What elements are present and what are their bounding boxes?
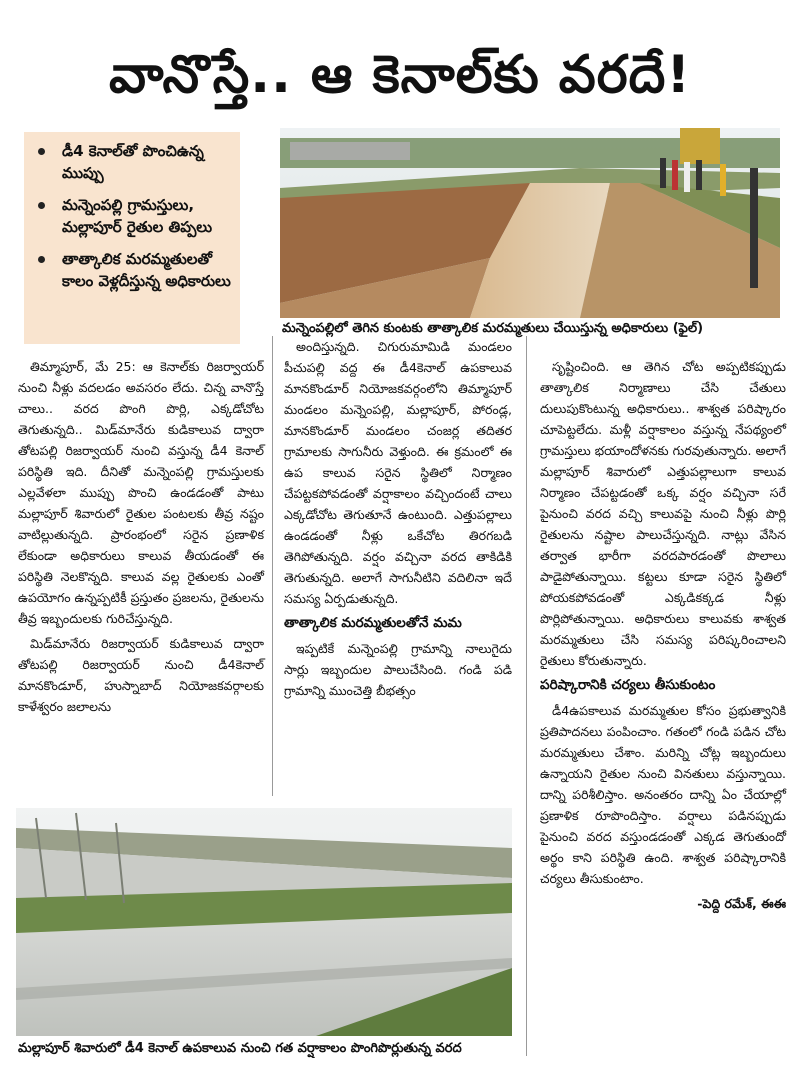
paragraph: మిడ్‌మానేరు రిజర్వాయర్ కుడికాలువ ద్వారా తోటపల్లి రిజర్వాయర్ నుంచి డీ4కెనాల్ మానకొండూర్, హుస్నాబాద్ నియోజకవర్గాలకు కాళేశ్వరం జలాలను xyxy=(18,636,264,714)
canal-repair-illustration xyxy=(280,128,780,318)
column-divider xyxy=(272,336,273,796)
bullet-icon xyxy=(38,256,45,263)
article-column-1 xyxy=(18,356,264,796)
paragraph: డీ4ఉపకాలువ మరమ్మతుల కోసం ప్రభుత్వానికి ప్రతిపాదనలు పంపించాం. గతంలో గండి పడిన చోట మరమ్మతులు చేశాం. మరిన్ని చోట్ల ఇబ్బందులు ఉన్నాయని రైతుల నుంచి వినతులు వస్తున్నాయి. దాన్ని పరిశీలిస్తాం. అనంతరం దాన్ని ఏం చేయాల్లో ప్రణాళిక రూపొందిస్తాం. వర్షాలు పడినప్పుడు పైనుంచి వరద వస్తుండడంతో ఎక్కడ తెగుతుందో అర్థం కాని పరిస్థితి ఉంది. శాశ్వత పరిష్కారానికి చర్యలు తీసుకుంటాం. xyxy=(540,703,786,886)
paragraph: ఇప్పటికే మన్నెంపల్లి గ్రామాన్ని నాలుగైదు సార్లు ఇబ్బందుల పాలుచేసింది. గండి పడి గ్రామాన్ని ముంచెత్తి బీభత్సం xyxy=(284,641,512,698)
highlight-item: తాత్కాలిక మరమ్మతులతో కాలం వెళ్లదీస్తున్న అధికారులు xyxy=(34,248,232,292)
subheading: తాత్కాలిక మరమ్మతులతోనే మమ xyxy=(284,615,462,631)
article-column-3 xyxy=(540,356,786,1056)
byline: -పెద్ది రమేశ్, ఈఈ xyxy=(697,896,786,911)
subheading: పరిష్కారానికి చర్యలు తీసుకుంటం xyxy=(540,677,716,693)
flooding-canal-illustration xyxy=(16,808,512,1036)
photo1-caption: మన్నెంపల్లిలో తెగిన కుంటకు తాత్కాలిక మరమ్మతులు చేయిస్తున్న అధికారులు (ఫైల్) xyxy=(282,321,704,336)
photo2-caption: మల్లాపూర్ శివారులో డీ4 కెనాల్ ఉపకాలువ నుంచి గత వర్షాకాలం పొంగిపొర్లుతున్న వరద xyxy=(18,1041,462,1056)
flooding-canal-photo xyxy=(16,808,512,1036)
highlight-item: మన్నెంపల్లి గ్రామస్తులు, మల్లాపూర్ రైతుల తిప్పలు xyxy=(34,194,232,238)
bullet-icon xyxy=(38,148,45,155)
article-column-2 xyxy=(284,336,512,796)
paragraph: సృష్టించింది. ఆ తెగిన చోట అప్పటికప్పుడు తాత్కాలిక నిర్మాణాలు చేసి చేతులు దులుపుకొంటున్న అధికారులు.. శాశ్వత పరిష్కారం చూపెట్టలేదు. మళ్లీ వర్షాకాలం వస్తున్న నేపథ్యంలో గ్రామస్తులు భయాందోళనకు గురవుతున్నారు. అలాగే మల్లాపూర్ శివారులో ఎత్తుపల్లాలుగా కాలువ నిర్మాణం చేపట్టడంతో ఒక్క వర్షం వచ్చినా సరే పైనుంచి వరద వచ్చి కాలువపై నుంచి నీళ్లు పొర్లి రైతులను నష్టాల పాలుచేస్తున్నది. నాట్లు వేసిన తర్వాత భారీగా వరదపారడంతో పొలాలు పాడైపోతున్నాయి. కట్టలు కూడా సరైన స్థితిలో పోయకపోవడంతో ఎక్కడికక్కడ నీళ్లు పొర్లిపోతున్నాయి. అధికారులు కాలువకు శాశ్వత మరమ్మతులు చేసి సమస్య పరిష్కరించాలని రైతులు కోరుతున్నారు. xyxy=(540,359,786,668)
paragraph: అందిస్తున్నది. చిగురుమామిడి మండలం పీచుపల్లి వద్ద ఈ డీ4కెనాల్ ఉపకాలువ మానకొండూర్ నియోజకవర్గంలోని తిమ్మాపూర్ మండలం మన్నెంపల్లి, మల్లాపూర్, పోరండ్ల, మానకొండూర్ మండలం చంజర్ల తదితర గ్రామాలకు సాగునీరు వెళ్తుంది. ఈ క్రమంలో ఈ ఉప కాలువ సరైన స్థితిలో నిర్మాణం చేపట్టకపోవడంతో వర్షాకాలం వచ్చిందంటే చాలు ఎక్కడోచోట తెగుతూనే ఉంటుంది. ఎత్తుపల్లాలు ఉండడంతో నీళ్లు ఒకేచోట తిరగబడి తెగిపోతున్నది. వర్షం వచ్చినా వరద తాకిడికి తెగుతున్నది. అలాగే సాగునీటిని వదిలినా ఇదే సమస్య ఏర్పడుతున్నది. xyxy=(284,339,512,606)
highlight-item: డీ4 కెనాల్‌తో పొంచిఉన్న ముప్పు xyxy=(34,140,232,184)
column-divider xyxy=(526,336,527,1056)
headline: వానొస్తే.. ఆ కెనాల్‌కు వరదే! xyxy=(108,45,692,105)
bullet-icon xyxy=(38,202,45,209)
highlights-box xyxy=(24,132,240,344)
paragraph: తిమ్మాపూర్, మే 25: ఆ కెనాల్‌కు రిజర్వాయర్ నుంచి నీళ్లు వదలడం అవసరం లేదు. చిన్న వానొస్తే చాలు.. వరద పొంగి పొర్లి, ఎక్కడోచోట తెగుతున్నది.. మిడ్‌మానేరు కుడికాలువ ద్వారా తోటపల్లి రిజర్వాయర్ నుంచి వస్తున్న డీ4 కెనాల్ పరిస్థితి ఇది. దీనితో మన్నెంపల్లి గ్రామస్తులకు ఎల్లవేళలా ముప్పు పొంచి ఉండడంతో పాటు మల్లాపూర్ శివారులో రైతుల పంటలకు తీవ్ర నష్టం వాటిల్లుతున్నది. ప్రారంభంలో సరైన ప్రణాళిక లేకుండా అధికారులు కాలువ తీయడంతో ఈ పరిస్థితి నెలకొన్నది. కాలువ వల్ల రైతులకు ఎంతో ఉపయోగం ఉన్నప్పటికీ ప్రస్తుతం ప్రజలను, రైతులను తీవ్ర ఇబ్బందులకు గురిచేస్తున్నది. xyxy=(18,359,264,626)
canal-repair-photo xyxy=(280,128,780,318)
